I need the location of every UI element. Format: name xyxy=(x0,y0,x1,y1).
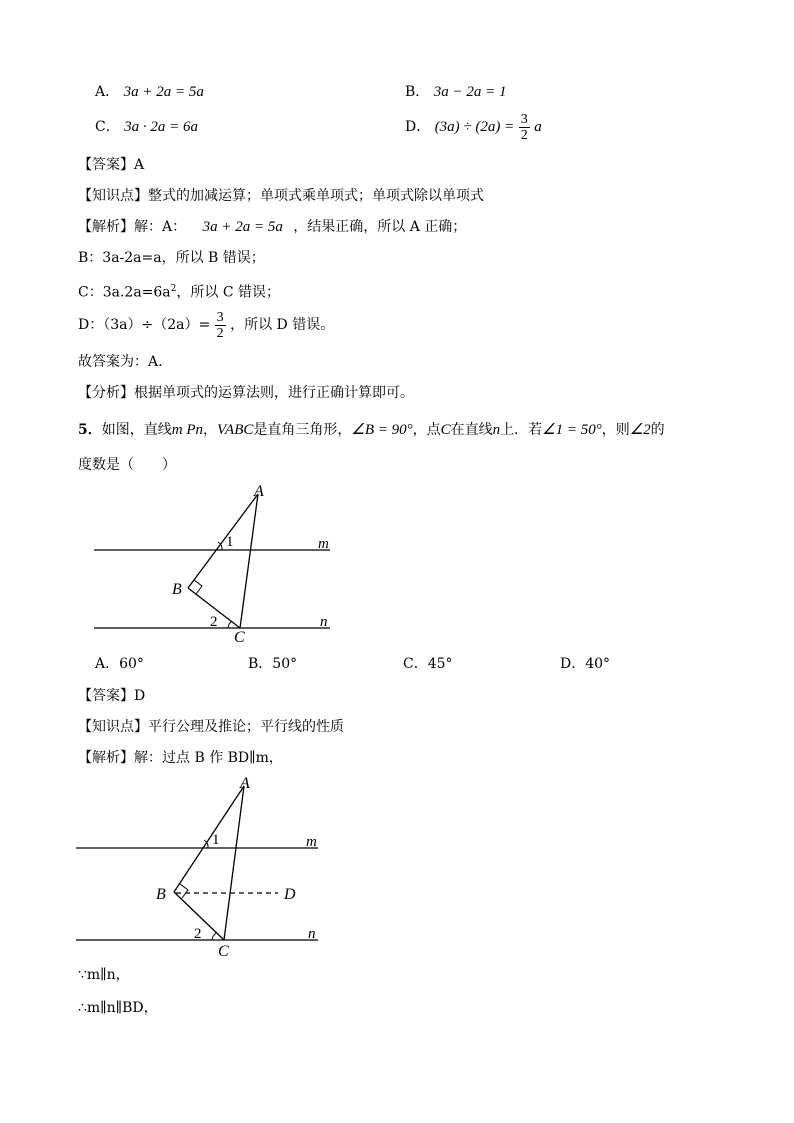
q5-stem-1: 如图，直线 xyxy=(101,422,172,438)
q4-analysis-c-post: ，所以 C 错误； xyxy=(176,284,281,301)
q4-fenxi: 根据单项式的运算法则，进行正确计算即可。 xyxy=(134,385,414,401)
label-b: B xyxy=(156,886,166,903)
q4-analysis-d-pre: D：（3a）÷（2a）= xyxy=(78,317,211,333)
label-c: C xyxy=(218,943,229,960)
q4-knowledge: 整式的加减运算；单项式乘单项式；单项式除以单项式 xyxy=(148,188,484,204)
q4-analysis-c-sup: 2 xyxy=(170,284,177,294)
q4-analysis-a-note: ，结果正确，所以 A 正确； xyxy=(293,219,467,235)
q5-step-1: ∵m∥n， xyxy=(78,967,130,983)
q4-analysis-a-expr: 3a + 2a = 5a xyxy=(202,219,283,235)
q4-option-b-expr: 3a − 2a = 1 xyxy=(433,84,507,100)
q4-analysis-d xyxy=(78,305,334,345)
q4-option-d xyxy=(405,107,542,147)
q4-answer-tag: 【答案】 xyxy=(78,157,134,173)
q4-analysis-d-denominator: 2 xyxy=(216,325,224,341)
q5-stem-line-2: 度数是（ ） xyxy=(78,457,176,473)
q4-option-b-letter: B． xyxy=(405,84,430,100)
label-n: n xyxy=(320,614,328,630)
q4-conclusion: 故答案为：A. xyxy=(78,354,163,370)
q4-option-c-letter: C． xyxy=(95,119,120,135)
q4-option-c-expr: 3a · 2a = 6a xyxy=(124,119,199,135)
q5-stem-5: 在直线 xyxy=(450,422,493,438)
q4-option-c xyxy=(95,118,198,136)
q5-stem-2: ， xyxy=(203,422,217,438)
q4-analysis-b: B：3a-2a=a，所以 B 错误； xyxy=(78,250,265,266)
q5-stem-8: 的 xyxy=(650,422,665,438)
q5-kp-tag: 【知识点】 xyxy=(78,719,148,735)
q4-analysis-d-post: ，所以 D 错误。 xyxy=(230,317,335,333)
right-angle-mark xyxy=(194,580,202,594)
q4-analysis-c-pre: C：3a.2a=6a xyxy=(78,284,171,301)
right-angle-mark xyxy=(180,884,188,898)
q5-angle-b: ∠B = 90° xyxy=(351,422,413,438)
q5-point-c: C xyxy=(440,422,451,438)
q5-option-b: B．50° xyxy=(248,656,298,672)
q5-stem-line-1 xyxy=(78,421,665,439)
q5-answer-tag: 【答案】 xyxy=(78,688,134,704)
q4-analysis-tag: 【解析】 xyxy=(78,219,134,235)
q4-analysis-d-fraction xyxy=(215,310,226,341)
q4-option-b xyxy=(405,83,507,101)
q4-option-a-expr: 3a + 2a = 5a xyxy=(123,84,204,100)
q5-angle-2: ∠2 xyxy=(629,422,651,438)
label-angle-1: 1 xyxy=(226,534,234,550)
q4-option-d-denominator: 2 xyxy=(520,127,528,143)
q4-analysis-d-numerator: 3 xyxy=(216,309,224,325)
label-a: A xyxy=(254,483,264,500)
q5-line-n: n xyxy=(492,422,501,438)
q4-analysis-line xyxy=(78,218,466,236)
q4-answer-line xyxy=(78,156,144,174)
q5-analysis-1: 解：过点 B 作 BD∥m， xyxy=(134,750,283,766)
q4-knowledge-line xyxy=(78,187,484,205)
q4-answer: A xyxy=(134,157,145,173)
q4-option-a xyxy=(95,83,204,101)
q5-option-a: A．60° xyxy=(95,656,144,672)
angle-2-arc xyxy=(228,621,232,628)
label-d: D xyxy=(284,886,296,903)
label-b: B xyxy=(172,581,182,598)
q4-analysis-c xyxy=(78,280,280,302)
q5-stem-3: 是直角三角形， xyxy=(253,422,352,438)
q5-step-2: ∴m∥n∥BD， xyxy=(78,1000,158,1016)
q5-analysis-tag: 【解析】 xyxy=(78,750,134,766)
label-angle-2: 2 xyxy=(194,926,202,942)
q4-option-d-expr-post: a xyxy=(534,119,542,135)
label-angle-1: 1 xyxy=(212,832,220,848)
label-n: n xyxy=(308,926,316,942)
q5-angle-1: ∠1 = 50° xyxy=(542,422,602,438)
label-a: A xyxy=(240,775,250,792)
q5-figure xyxy=(90,480,340,650)
angle-2-arc xyxy=(212,933,216,940)
q4-option-d-fraction xyxy=(519,112,530,143)
label-c: C xyxy=(234,629,245,646)
label-angle-2: 2 xyxy=(210,614,218,630)
q4-option-d-letter: D． xyxy=(405,119,431,135)
q5-stem-7: ，则 xyxy=(601,422,630,438)
q4-fenxi-line xyxy=(78,384,414,402)
q5-analysis-figure xyxy=(72,772,332,962)
side-ab xyxy=(174,786,244,892)
q5-option-d: D．40° xyxy=(560,656,611,672)
q5-option-c: C．45° xyxy=(403,656,453,672)
q5-knowledge-line xyxy=(78,718,344,736)
q5-m-rel-n: m Pn xyxy=(171,422,203,438)
q5-knowledge: 平行公理及推论；平行线的性质 xyxy=(148,719,344,735)
q5-answer-line xyxy=(78,687,145,705)
q4-fenxi-tag: 【分析】 xyxy=(78,385,134,401)
q5-triangle: VABC xyxy=(217,422,254,438)
label-m: m xyxy=(306,834,317,850)
q5-analysis-line xyxy=(78,749,283,767)
q4-option-a-letter: A． xyxy=(95,84,120,100)
label-m: m xyxy=(318,536,329,552)
q5-stem-6: 上．若 xyxy=(500,422,543,438)
q5-answer: D xyxy=(134,688,146,704)
q4-kp-tag: 【知识点】 xyxy=(78,188,148,204)
side-ac xyxy=(224,786,244,940)
q4-option-d-expr-pre: (3a) ÷ (2a) = xyxy=(434,119,515,135)
q5-stem-4: ，点 xyxy=(412,422,441,438)
q4-analysis-intro: 解：A： xyxy=(134,219,187,235)
q4-option-d-numerator: 3 xyxy=(520,111,528,127)
q5-number: 5． xyxy=(78,422,102,438)
